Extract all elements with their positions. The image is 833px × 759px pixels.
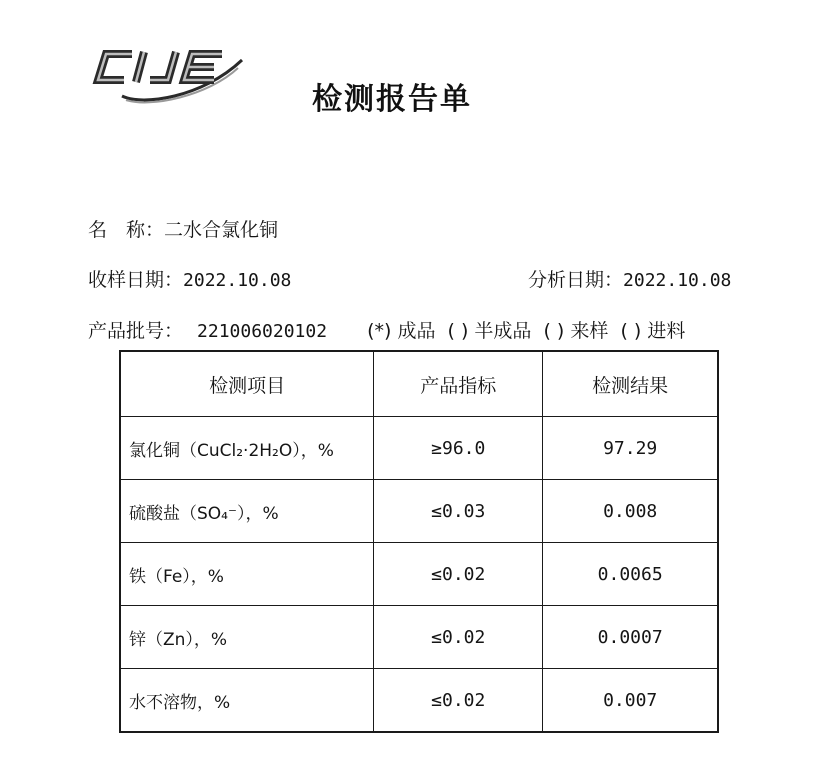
option-incoming-material: ( ) 进料 (620, 320, 686, 342)
table-header-row (120, 351, 718, 417)
product-name-value: 二水合氯化铜 (164, 219, 279, 241)
row-result: 0.007 (543, 669, 718, 733)
row-spec: ≤0.02 (374, 543, 543, 606)
table-row (120, 669, 718, 733)
row-item: 氯化铜（CuCl₂·2H₂O），% (120, 417, 374, 480)
product-name-line (88, 215, 278, 242)
option-finished-product: (*) 成品 (367, 320, 436, 342)
table-row (120, 480, 718, 543)
option-semi-finished-product: ( ) 半成品 (447, 320, 532, 342)
row-item: 水不溶物，% (120, 669, 374, 733)
company-logo (92, 40, 252, 104)
analysis-date-label: 分析日期： (528, 269, 624, 291)
sample-date-label: 收样日期： (88, 269, 184, 291)
row-spec: ≤0.02 (374, 606, 543, 669)
option-incoming-sample: ( ) 来样 (543, 320, 609, 342)
header-test-item: 检测项目 (120, 351, 374, 417)
table-row (120, 417, 718, 480)
row-item: 铁（Fe），% (120, 543, 374, 606)
analysis-date-value: 2022.10.08 (623, 270, 732, 291)
header-specification: 产品指标 (374, 351, 543, 417)
row-result: 0.0065 (543, 543, 718, 606)
table-row (120, 606, 718, 669)
row-spec: ≥96.0 (374, 417, 543, 480)
row-result: 0.008 (543, 480, 718, 543)
batch-label: 产品批号： (88, 320, 184, 342)
product-type-options (361, 320, 691, 342)
sample-date-line (88, 265, 291, 292)
header-test-result: 检测结果 (543, 351, 718, 417)
page-title: 检测报告单 (312, 82, 472, 117)
batch-line (88, 316, 691, 343)
row-spec: ≤0.02 (374, 669, 543, 733)
table-row (120, 543, 718, 606)
row-result: 97.29 (543, 417, 718, 480)
batch-number: 221006020102 (197, 321, 328, 342)
analysis-date-line (528, 265, 731, 292)
test-results-table (119, 350, 719, 733)
row-item: 硫酸盐（SO₄⁻），% (120, 480, 374, 543)
sample-date-value: 2022.10.08 (183, 270, 292, 291)
row-item: 锌（Zn），% (120, 606, 374, 669)
row-spec: ≤0.03 (374, 480, 543, 543)
product-name-label: 名 称： (88, 219, 165, 241)
row-result: 0.0007 (543, 606, 718, 669)
